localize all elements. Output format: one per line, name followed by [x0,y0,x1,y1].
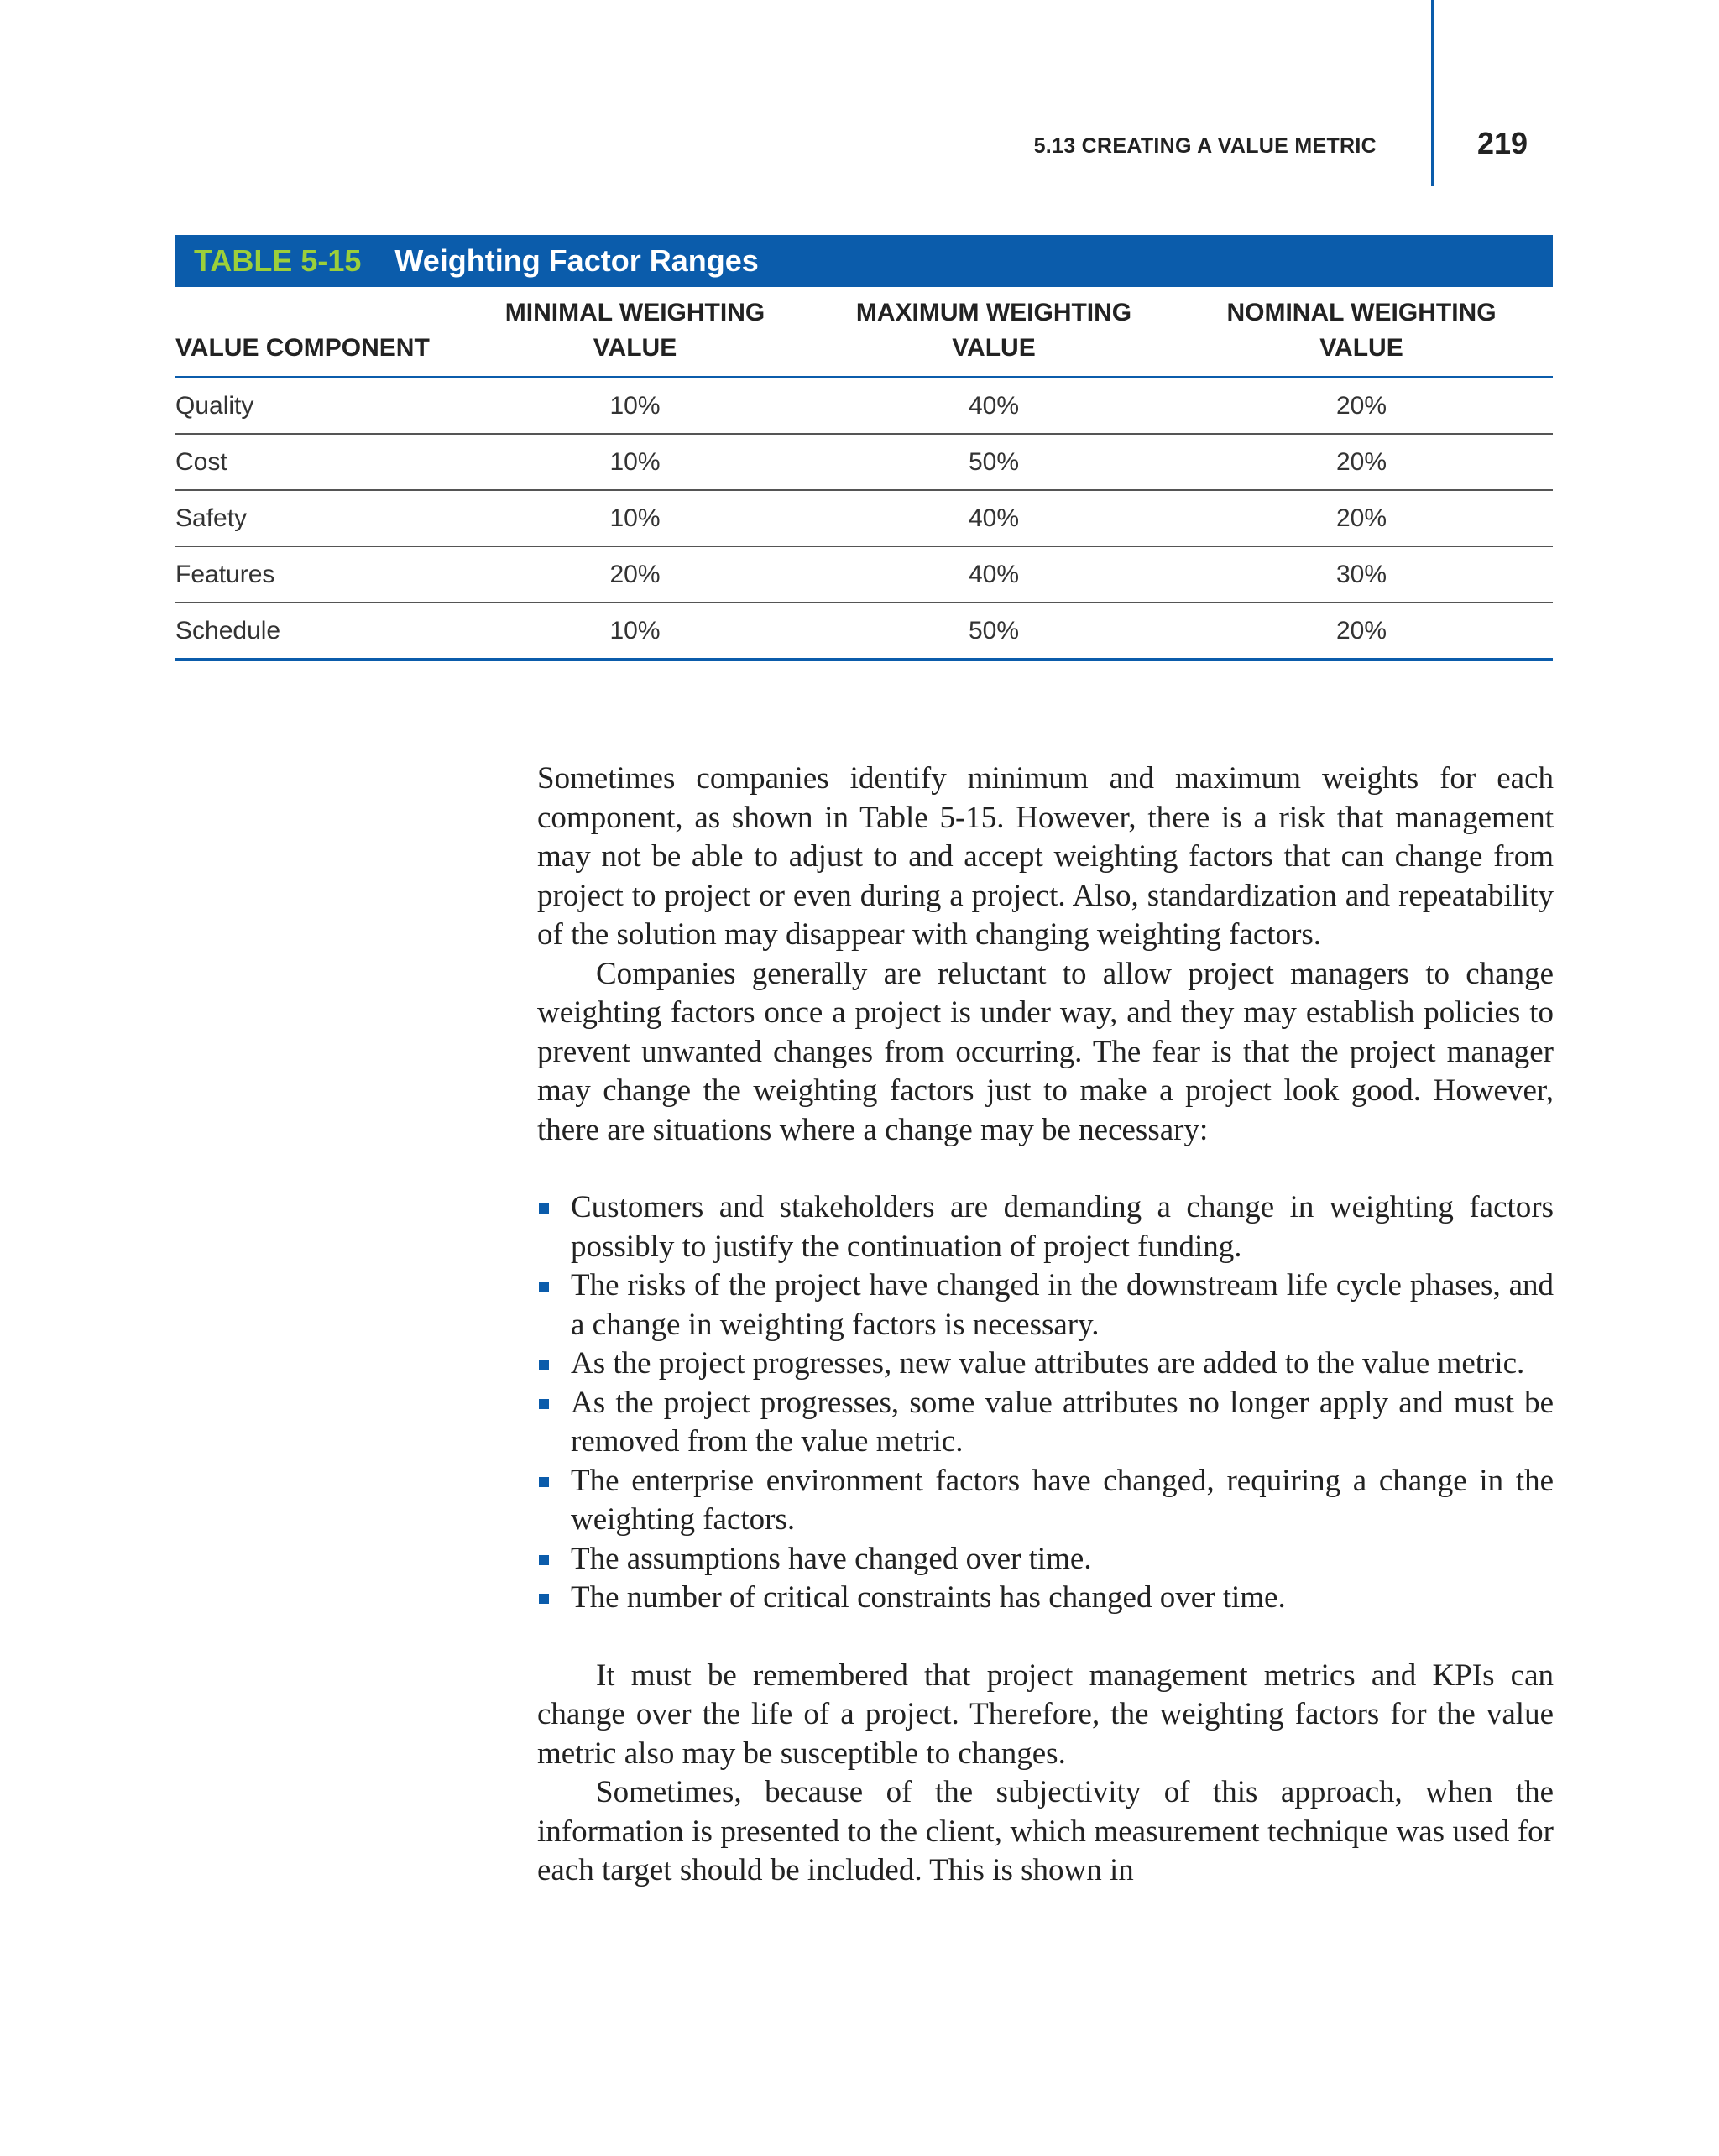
list-item: The assumptions have changed over time. [537,1540,1554,1579]
cell-maximum: 50% [818,603,1170,660]
cell-maximum: 40% [818,490,1170,546]
cell-component: Safety [175,490,452,546]
cell-nominal: 30% [1170,546,1553,603]
paragraph: Sometimes companies identify minimum and maximum weights for each component, as shown in Table 5-15. However, there is a risk that management may not be able to adjust to and accept weighting factors that can change from project to project or even during a project. Also, standardization and repeatability of the solution may disappear with changing weighting factors. [537,761,1554,952]
table-row [175,378,1553,435]
cell-minimal: 20% [452,546,818,603]
bullet-square-icon [539,1203,549,1214]
running-head: 5.13 CREATING A VALUE METRIC [1033,134,1377,158]
cell-minimal: 10% [452,378,818,435]
cell-component: Features [175,546,452,603]
bullet-square-icon [539,1555,549,1565]
cell-nominal: 20% [1170,378,1553,435]
list-item: The risks of the project have changed in the downstream life cycle phases, and a change in weighting factors is necessary. [537,1266,1554,1344]
header-maximum: MAXIMUM WEIGHTING VALUE [818,287,1170,378]
cell-maximum: 40% [818,378,1170,435]
cell-component: Cost [175,434,452,490]
list-item: Customers and stakeholders are demanding a change in weighting factors possibly to justify the continuation of project funding. [537,1188,1554,1266]
header-nominal: NOMINAL WEIGHTING VALUE [1170,287,1553,378]
cell-minimal: 10% [452,434,818,490]
table-header-row [175,287,1553,378]
bullet-list [537,1188,1554,1618]
list-item: As the project progresses, new value attributes are added to the value metric. [537,1344,1554,1384]
bullet-square-icon [539,1360,549,1370]
cell-maximum: 40% [818,546,1170,603]
cell-maximum: 50% [818,434,1170,490]
header-minimal: MINIMAL WEIGHTING VALUE [452,287,818,378]
paragraph: It must be remembered that project management metrics and KPIs can change over the life of a project. Therefore, the weighting factors for the value metric also may be susceptible to changes. [537,1657,1554,1771]
table-title-bar [175,235,1553,287]
list-item: As the project progresses, some value attributes no longer apply and must be removed from the value metric. [537,1384,1554,1462]
cell-nominal: 20% [1170,490,1553,546]
table-row [175,434,1553,490]
list-item: The number of critical constraints has changed over time. [537,1579,1554,1618]
table-row [175,546,1553,603]
cell-nominal: 20% [1170,434,1553,490]
list-item: The enterprise environment factors have changed, requiring a change in the weighting factors. [537,1462,1554,1540]
cell-component: Schedule [175,603,452,660]
table-grid [175,287,1553,661]
body-text [537,760,1554,1891]
bullet-square-icon [539,1594,549,1604]
table-label: TABLE 5-15 [194,243,362,278]
cell-minimal: 10% [452,603,818,660]
header-value-component: VALUE COMPONENT [175,287,452,378]
bullet-square-icon [539,1477,549,1487]
table-row [175,603,1553,660]
paragraph: Companies generally are reluctant to allow project managers to change weighting factors once a project is under way, and they may establish policies to prevent unwanted changes from occurring. The fear is that the project manager may change the weighting factors just to make a project look good. However, there are situations where a change may be necessary: [537,956,1554,1147]
paragraph: Sometimes, because of the subjectivity of this approach, when the information is presented to the client, which measurement technique was used for each target should be included. This is shown in [537,1775,1554,1887]
table-row [175,490,1553,546]
header-rule [1431,0,1434,186]
weighting-table [175,235,1553,661]
bullet-square-icon [539,1282,549,1292]
table-caption: Weighting Factor Ranges [394,243,759,278]
page-number: 219 [1477,126,1528,160]
cell-nominal: 20% [1170,603,1553,660]
cell-minimal: 10% [452,490,818,546]
bullet-square-icon [539,1399,549,1409]
cell-component: Quality [175,378,452,435]
